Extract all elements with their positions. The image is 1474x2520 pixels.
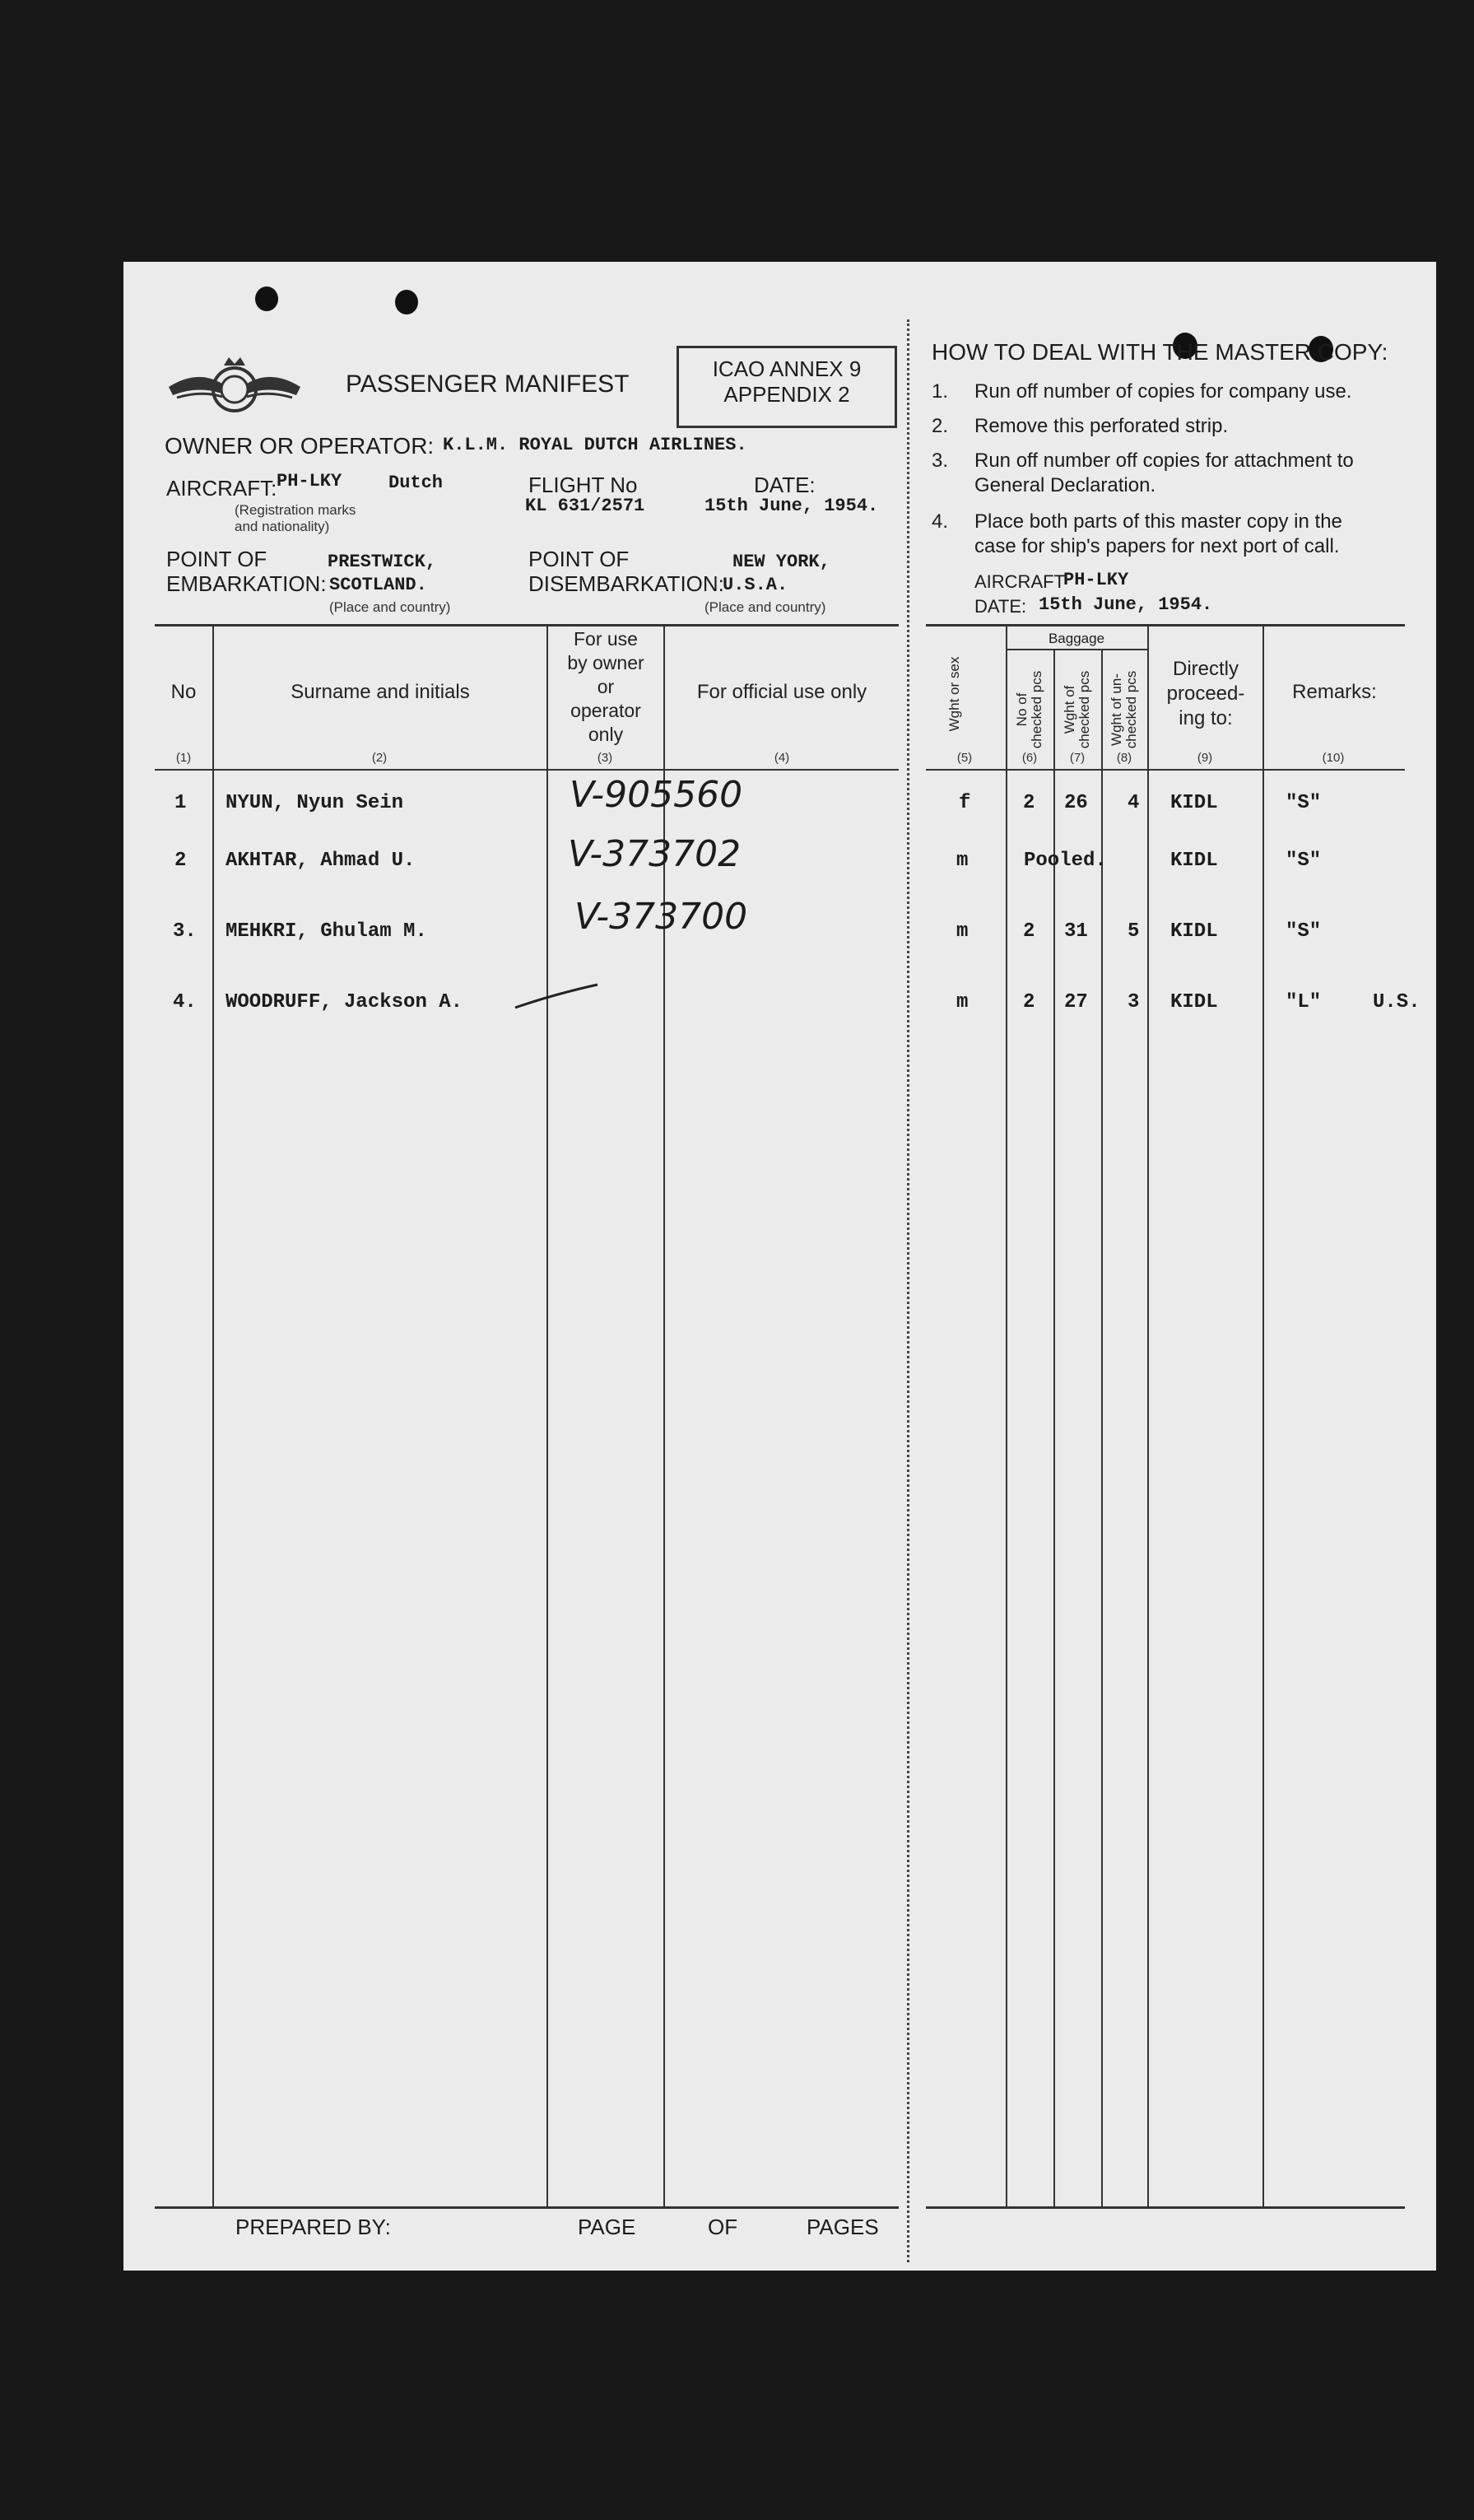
row-dest: KIDL xyxy=(1170,991,1218,1013)
row-sex: f xyxy=(959,792,971,814)
instruction-text: Run off number off copies for attachment to xyxy=(974,450,1354,472)
date-label: DATE: xyxy=(754,473,816,497)
header-bottom-rule-left xyxy=(155,769,899,771)
row-sex: m xyxy=(956,991,969,1013)
col-num: (4) xyxy=(774,751,790,765)
strip-date-value: 15th June, 1954. xyxy=(1039,594,1213,615)
embark-label-1: POINT OF xyxy=(166,547,267,571)
row-dest: KIDL xyxy=(1170,850,1218,872)
perforation-line xyxy=(907,319,909,2262)
column-divider xyxy=(1147,626,1149,2206)
instructions-title: HOW TO DEAL WITH THE MASTER COPY: xyxy=(932,339,1388,365)
aircraft-label: AIRCRAFT: xyxy=(166,476,277,501)
col-num: (3) xyxy=(597,751,613,765)
row-remark: "S" xyxy=(1286,920,1322,943)
instruction-text: Run off number of copies for company use. xyxy=(974,380,1352,403)
aircraft-value: PH-LKY xyxy=(277,471,342,491)
row-extra: U.S. xyxy=(1373,991,1421,1013)
disembark-label-1: POINT OF xyxy=(528,547,630,571)
table-top-rule-right xyxy=(926,624,1405,627)
instruction-text: case for ship's papers for next port of call. xyxy=(974,535,1340,557)
owner-label: OWNER OR OPERATOR: xyxy=(165,433,435,459)
row-name: NYUN, Nyun Sein xyxy=(226,792,404,814)
row-dest: KIDL xyxy=(1170,792,1218,814)
annex-box xyxy=(677,346,897,428)
col-header-wght-checked: Wght of checked pcs xyxy=(1062,670,1092,749)
strip-date-label: DATE: xyxy=(974,596,1027,617)
instruction-num: 4. xyxy=(932,510,949,533)
row-pcs: 2 xyxy=(1023,792,1035,814)
table-top-rule-left xyxy=(155,624,899,627)
strip-aircraft-label: AIRCRAFT xyxy=(974,571,1065,592)
disembark-label-2: DISEMBARKATION: xyxy=(528,571,724,596)
row-dash-mark xyxy=(512,980,602,1013)
aircraft-note-1: (Registration marks xyxy=(235,502,356,518)
col-num: (10) xyxy=(1322,751,1345,765)
instruction-text: General Declaration. xyxy=(974,474,1156,496)
column-divider xyxy=(212,626,214,2206)
col-num: (7) xyxy=(1069,751,1086,765)
col-num: (8) xyxy=(1116,751,1132,765)
page-title: PASSENGER MANIFEST xyxy=(346,370,630,398)
table-bottom-rule-left xyxy=(155,2206,899,2209)
footer-prepared: PREPARED BY: xyxy=(235,2215,391,2239)
col-header-directly: Directly proceed- ing to: xyxy=(1166,658,1245,729)
row-name: WOODRUFF, Jackson A. xyxy=(226,991,463,1013)
col-num: (9) xyxy=(1197,751,1213,765)
embark-value-2: SCOTLAND. xyxy=(329,575,427,595)
row-unchecked: 4 xyxy=(1128,792,1140,814)
header-bottom-rule-right xyxy=(926,769,1405,771)
column-divider xyxy=(1006,626,1007,2206)
baggage-rule xyxy=(1006,649,1147,650)
row-owner-use: V-373702 xyxy=(568,833,742,875)
instruction-num: 1. xyxy=(932,380,949,403)
col-num: (2) xyxy=(371,751,388,765)
footer-page: PAGE xyxy=(578,2215,636,2239)
embark-label-2: EMBARKATION: xyxy=(166,571,327,596)
strip-aircraft-value: PH-LKY xyxy=(1063,570,1129,590)
aircraft-note-2: and nationality) xyxy=(235,519,330,534)
flight-label: FLIGHT No xyxy=(528,473,638,497)
date-value: 15th June, 1954. xyxy=(704,496,879,516)
instruction-num: 3. xyxy=(932,450,949,472)
row-no: 2 xyxy=(174,850,187,872)
row-unchecked: 5 xyxy=(1128,920,1140,943)
row-owner-use: V-373700 xyxy=(574,896,748,938)
klm-crest-logo xyxy=(165,352,305,418)
col-header-official: For official use only xyxy=(696,681,867,703)
column-divider xyxy=(1053,650,1055,2206)
row-wght: 27 xyxy=(1064,991,1088,1013)
col-header-owner-use: For use by owner or operator only xyxy=(567,628,644,745)
row-pcs: 2 xyxy=(1023,920,1035,943)
row-owner-use: V-905560 xyxy=(570,774,743,816)
instruction-text: Place both parts of this master copy in the xyxy=(974,510,1342,533)
row-wght: 26 xyxy=(1064,792,1088,814)
row-pcs: 2 xyxy=(1023,991,1035,1013)
footer-pages: PAGES xyxy=(807,2215,879,2239)
column-divider xyxy=(546,626,548,2206)
col-num: (5) xyxy=(956,751,973,765)
row-wght: 31 xyxy=(1064,920,1088,943)
annex-line-1: ICAO ANNEX 9 xyxy=(712,356,862,381)
column-divider xyxy=(1262,626,1264,2206)
row-name: AKHTAR, Ahmad U. xyxy=(226,850,416,872)
col-header-wght-unchecked: Wght of un- checked pcs xyxy=(1109,670,1139,749)
table-bottom-rule-right xyxy=(926,2206,1405,2209)
punch-hole xyxy=(255,286,278,311)
row-dest: KIDL xyxy=(1170,920,1218,943)
col-num: (6) xyxy=(1021,751,1038,765)
col-header-remarks: Remarks: xyxy=(1292,681,1377,703)
row-sex: m xyxy=(956,850,969,872)
disembark-note: (Place and country) xyxy=(704,599,826,615)
col-num: (1) xyxy=(175,751,192,765)
annex-line-2: APPENDIX 2 xyxy=(723,382,850,407)
row-unchecked: 3 xyxy=(1128,991,1140,1013)
disembark-value-1: NEW YORK, xyxy=(732,552,830,572)
col-header-no: No xyxy=(170,681,197,703)
row-no: 1 xyxy=(174,792,187,814)
row-remark: "S" xyxy=(1286,850,1322,872)
row-pooled: Pooled. xyxy=(1024,850,1107,872)
disembark-value-2: U.S.A. xyxy=(723,575,788,595)
instruction-num: 2. xyxy=(932,415,949,437)
row-no: 3. xyxy=(173,920,197,943)
instruction-text: Remove this perforated strip. xyxy=(974,415,1229,437)
col-header-baggage: Baggage xyxy=(1048,631,1105,646)
col-header-wght-sex: Wght or sex xyxy=(946,656,962,732)
row-name: MEHKRI, Ghulam M. xyxy=(226,920,427,943)
footer-of: OF xyxy=(708,2215,738,2239)
column-divider xyxy=(1101,650,1103,2206)
punch-hole xyxy=(395,290,418,314)
row-remark: "L" xyxy=(1286,991,1322,1013)
embark-value-1: PRESTWICK, xyxy=(328,552,437,572)
embark-note: (Place and country) xyxy=(329,599,451,615)
owner-value: K.L.M. ROYAL DUTCH AIRLINES. xyxy=(443,435,747,455)
manifest-sheet xyxy=(123,262,1436,2271)
row-remark: "S" xyxy=(1286,792,1322,814)
row-sex: m xyxy=(956,920,969,943)
aircraft-nationality: Dutch xyxy=(388,473,444,493)
row-no: 4. xyxy=(173,991,197,1013)
col-header-checked-pcs: No of checked pcs xyxy=(1014,670,1044,749)
flight-value: KL 631/2571 xyxy=(525,496,645,516)
col-header-surname: Surname and initials xyxy=(291,681,470,703)
